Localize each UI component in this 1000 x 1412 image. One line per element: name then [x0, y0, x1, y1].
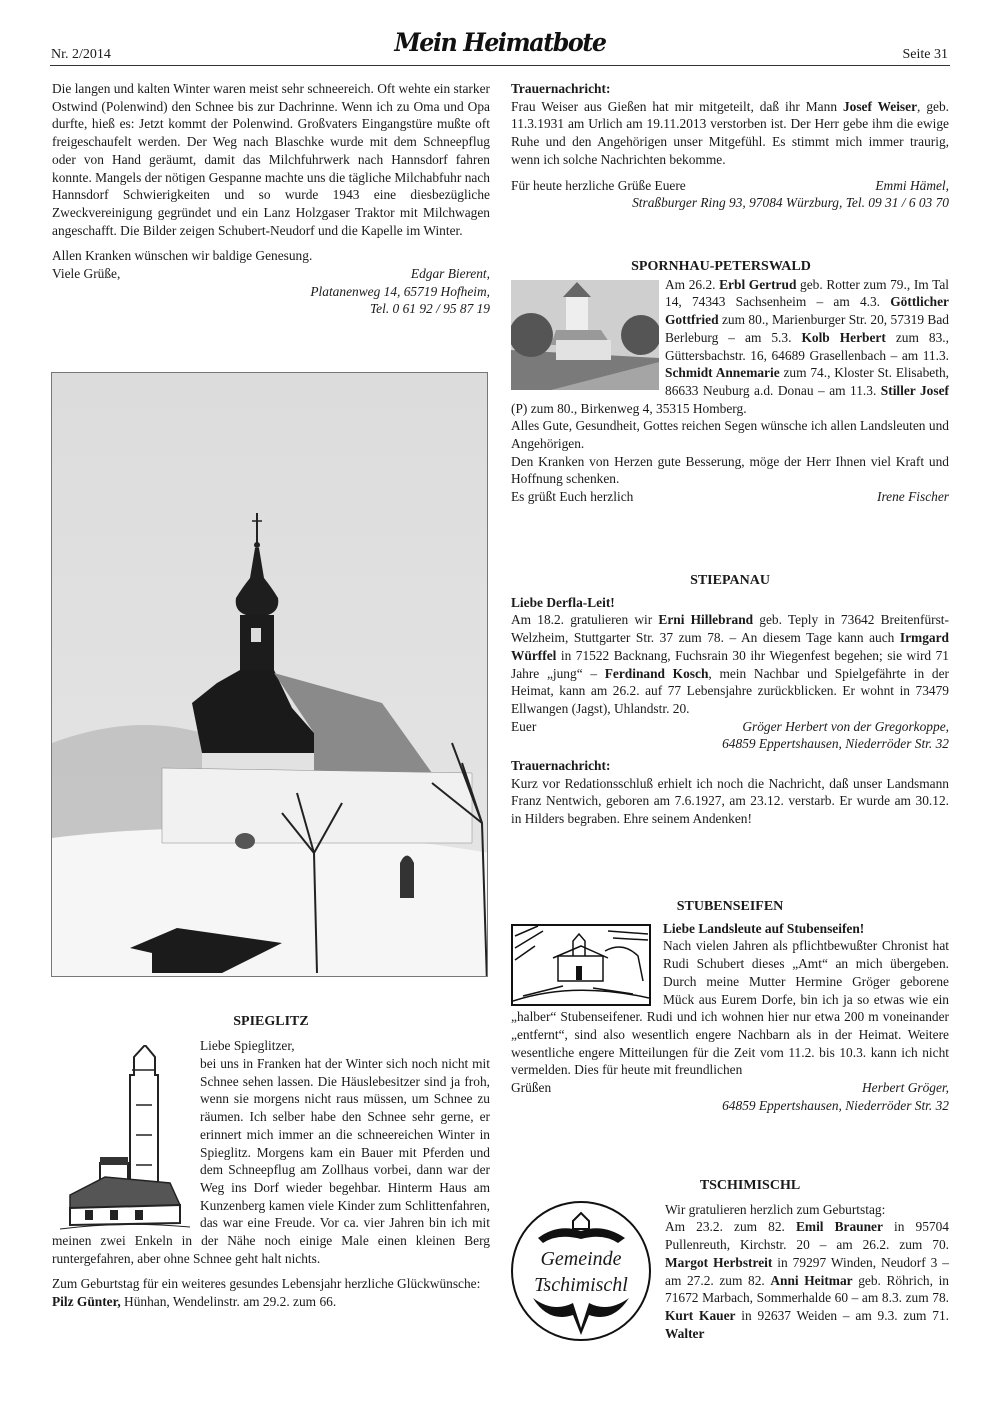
- issue-number: Nr. 2/2014: [51, 47, 111, 62]
- birthday-entry: [52, 1293, 490, 1311]
- intro-paragraph: Die langen und kalten Winter waren meist sehr schneereich. Oft wehte ein starker Ostwind (Polenwind) den Schnee bis zur Dachrinne. Wenn ich zu Oma und Opa durfte, hieß es: Jetzt kommt der Polenwind. Großvaters Eingangstüre mußte oft freigeschaufelt werden. Der Weg nach Blaschke wurde mit dem Schneepflug oder von Hand geräumt, damit das Milchfuhrwerk nach Hannsdorf fahren konnte. Mangels der nötigen Gespanne machte uns die tägliche Milchabfuhr nach Hannsdorf Schwierigkeiten und so wurde 1943 eine diesbezügliche Zweckvereinigung gegründet und ein Lanz Holzgaser Traktor mit Milchwagen angeschafft. Die Bilder zeigen Schubert-Neudorf und die Kapelle im Winter.: [52, 81, 490, 238]
- spieglitz-section: [52, 1013, 490, 1031]
- winter-chapel-photo: [51, 372, 488, 977]
- person-name: Emil Brauner: [795, 1219, 883, 1235]
- text: Am 18.2. gratulieren wir: [511, 612, 659, 628]
- chapel-sketch-icon: [513, 926, 649, 1004]
- greeting: Euer: [511, 718, 537, 734]
- closing-line: Allen Kranken wünschen wir baldige Genesung.: [52, 248, 313, 264]
- stiepanau-birthdays: [511, 611, 949, 717]
- spieglitz-salutation: Liebe Spieglitzer,: [200, 1038, 295, 1053]
- text: in 79297 Winden, Neudorf 3 – am 27.2. zum 82.: [665, 1254, 949, 1288]
- stubenseifen-section: [511, 898, 949, 1114]
- section-title-stubenseifen: STUBENSEIFEN: [676, 899, 784, 914]
- signature-address: 64859 Eppertshausen, Niederröder Str. 32: [722, 1097, 949, 1113]
- page-number: Seite 31: [902, 47, 948, 62]
- text: in 92637 Weiden – am 9.3. zum 71.: [735, 1307, 949, 1323]
- text: zum 83., Güttersbachstr. 16, 64689 Grasellenbach – am 11.3.: [665, 329, 949, 363]
- person-name: Erni Hillebrand: [658, 612, 754, 628]
- stiepanau-section: [511, 572, 949, 828]
- section-title-tschimischl: TSCHIMISCHL: [699, 1178, 801, 1193]
- obituary-name: Josef Weiser: [842, 98, 918, 114]
- person-name: Walter: [665, 1325, 705, 1341]
- person-name: Schmidt Annemarie: [665, 365, 780, 381]
- signature-address: Straßburger Ring 93, 97084 Würzburg, Tel. 09 31 / 6 03 70: [632, 195, 949, 211]
- stubenseifen-body: Nach vielen Jahren als pflichtbewußter Chronist hat Rudi Schubert dieses „Amt“ an mich übergeben. Durch meine Mutter Hermine Gröger geborene Mück aus Eurem Dorfe, bin ich ja so etwas wie ein „halber“ Stubenseifener. Rudi und ich wohnen hier nur etwa 200 m voneinander „entfernt“, sind also wesentlich engere Nachbarn als in der Heimat. Weitere wesentliche engere Mitteilungen für die Zeit vom 11.2. bis 10.3. kann ich nicht vermelden. Dies für heute mit freundlichen: [511, 938, 949, 1078]
- stiepanau-salutation: Liebe Derfla-Leit!: [511, 594, 615, 610]
- text: , mein Nachbar und Spielgefährte in der Heimat, kann am 26.2. auf 77 Lebensjahre zurückblicken. Er wohnt in 73479 Ellwangen (Jagst), Uhlandstr. 20.: [511, 665, 950, 716]
- text: geb. Röhrich, in 71672 Marbach, Sommerhalde 60 – am 8.3. zum 78.: [665, 1272, 949, 1306]
- seal-ornament-icon: [513, 1203, 649, 1339]
- text: geb. Teply in 73642 Breitenfürst-Welzheim, Stuttgarter Str. 37 zum 78. – An diesem Tage kann auch: [511, 612, 949, 646]
- text: Am 26.2.: [665, 276, 720, 292]
- obituary-weiser: [511, 80, 949, 212]
- obituary-text: [511, 98, 949, 169]
- person-name: Kolb Herbert: [801, 329, 886, 345]
- text: in 95704 Pullenreuth, Kirchstr. 20 – am 26.2. zum 70.: [665, 1219, 950, 1253]
- section-title-spieglitz: SPIEGLITZ: [233, 1014, 309, 1029]
- obituary-text-b: , geb. 11.3.1931 am Urlich am 19.11.2013 verstorben ist. Der Herr gebe ihm die ewige Ruhe und den Angehörigen unser Mitgefühl. Es stimmt mich immer traurig, wenn ich solche Nachrichten bekomme.: [511, 98, 949, 167]
- obituary-text: Kurz vor Redationsschluß erhielt ich noch die Nachricht, daß unser Landsmann Franz Nentwich, geboren am 7.6.1927, am 23.12. verstarb. Er wurde am 30.12. in Hilders begraben. Ehre seinem Andenken!: [511, 775, 949, 827]
- text: zum 74., Kloster St. Elisabeth, 86633 Neuburg a.d. Donau – am 11.3.: [665, 365, 949, 398]
- greeting: Für heute herzliche Grüße Euere: [511, 177, 686, 193]
- section-title-spornhau: SPORNHAU-PETERSWALD: [631, 259, 811, 274]
- tschimischl-section: [511, 1177, 949, 1342]
- greeting: Grüßen: [511, 1080, 552, 1096]
- signature-name: Gröger Herbert von der Gregorkoppe,: [742, 718, 949, 734]
- person-name: Göttlicher Gottfried: [665, 294, 949, 328]
- spieglitz-body-wrap: [52, 1055, 490, 1311]
- signature-name: Emmi Hämel,: [875, 177, 949, 193]
- spieglitz-body: bei uns in Franken hat der Winter sich noch nicht mit Schnee sehen lassen. Die Häuslebesitzer sind ja froh, wenn sie morgens nicht raus müssen, um Schnee zu räumen. Ich selber habe den Schnee sehr gerne, er erinnert mich immer an die schneereichen Winter in Spieglitz. Morgens kam ein Bauer mit Pferden und dem Schneepflug am Zollhaus vorbei, dann war der Weg ins Dorf wieder begehbar. Hinterm Haus am Kunzenberg kamen viele Kinder zum Schlittenfahren, das war eine Freude. Vor ca. vier Jahren bin ich mit meinen zwei Enkeln in der Nähe noch einige Male einen kleinen Berg runtergefahren, aber ohne Schnee geht halt nichts.: [52, 1056, 490, 1266]
- spieglitz-text-wrap: [200, 1037, 490, 1055]
- text: in 71522 Backnang, Fuchsrain 30 ihr Wiegenfest begehen; sie wird 71 Jahre „jung“ –: [511, 647, 949, 681]
- person-name: Erbl Gertrud: [719, 276, 797, 292]
- church-photo-icon: [511, 280, 659, 390]
- stubenseifen-sketch: [511, 924, 651, 1006]
- person-name: Anni Heitmar: [770, 1272, 853, 1288]
- spornhau-church-photo: [511, 280, 659, 390]
- section-title-stiepanau: STIEPANAU: [690, 573, 770, 588]
- greeting: Es grüßt Euch herzlich: [511, 489, 634, 505]
- signature-address: 64859 Eppertshausen, Niederröder Str. 32: [722, 736, 949, 752]
- spornhau-wishes-1: Alles Gute, Gesundheit, Gottes reichen Segen wünsche ich allen Landsleuten und Angehörigen.: [511, 418, 949, 452]
- seal-text-2: Tschimischl: [534, 1273, 628, 1296]
- text: zum 80., Marienburger Str. 20, 57319 Bad Berleburg – am 5.3.: [665, 312, 949, 345]
- birthday-intro: Zum Geburtstag für ein weiteres gesundes Lebensjahr herzliche Glückwünsche:: [52, 1276, 481, 1292]
- person-name: Irmgard Würffel: [511, 630, 949, 663]
- person-name: Ferdinand Kosch: [604, 665, 709, 681]
- birthday-name: Pilz Günter,: [52, 1294, 121, 1310]
- text: (P) zum 80., Birkenweg 4, 35315 Homberg.: [511, 400, 747, 416]
- text: geb. Rotter zum 79., Im Tal 14, 74343 Sachsenheim – am 4.3.: [665, 276, 949, 310]
- page-header: [50, 30, 950, 66]
- left-column-intro: [52, 80, 490, 318]
- tschimischl-seal: [511, 1201, 651, 1341]
- person-name: Stiller Josef: [880, 382, 949, 398]
- greeting: Viele Grüße,: [52, 266, 121, 282]
- person-name: Kurt Kauer: [665, 1307, 736, 1323]
- signature-name: Edgar Bierent,: [410, 266, 490, 282]
- signature-name: Irene Fischer: [876, 489, 949, 505]
- text: Am 23.2. zum 82.: [665, 1219, 796, 1235]
- chapel-illustration: [52, 373, 488, 977]
- spornhau-section: [511, 258, 949, 506]
- obituary-heading: Trauernachricht:: [511, 81, 611, 96]
- person-name: Margot Herbstreit: [665, 1254, 773, 1270]
- obituary-heading: Trauernachricht:: [511, 758, 611, 774]
- seal-text-1: Gemeinde: [540, 1247, 622, 1270]
- signature-address: Platanenweg 14, 65719 Hofheim,: [310, 283, 490, 299]
- signature-phone: Tel. 0 61 92 / 95 87 19: [369, 301, 490, 317]
- birthday-details: Hünhan, Wendelinstr. am 29.2. zum 66.: [120, 1294, 337, 1310]
- spornhau-wishes-2: Den Kranken von Herzen gute Besserung, möge der Herr Ihnen viel Kraft und Hoffnung schenken.: [511, 453, 949, 487]
- tschimischl-intro: Wir gratulieren herzlich zum Geburtstag:: [665, 1201, 886, 1217]
- stubenseifen-salutation: Liebe Landsleute auf Stubenseifen!: [663, 920, 865, 936]
- obituary-text-a: Frau Weiser aus Gießen hat mir mitgeteilt, daß ihr Mann: [511, 98, 843, 114]
- masthead-logo: Mein Heimatbote: [394, 28, 606, 57]
- signature-name: Herbert Gröger,: [861, 1080, 949, 1096]
